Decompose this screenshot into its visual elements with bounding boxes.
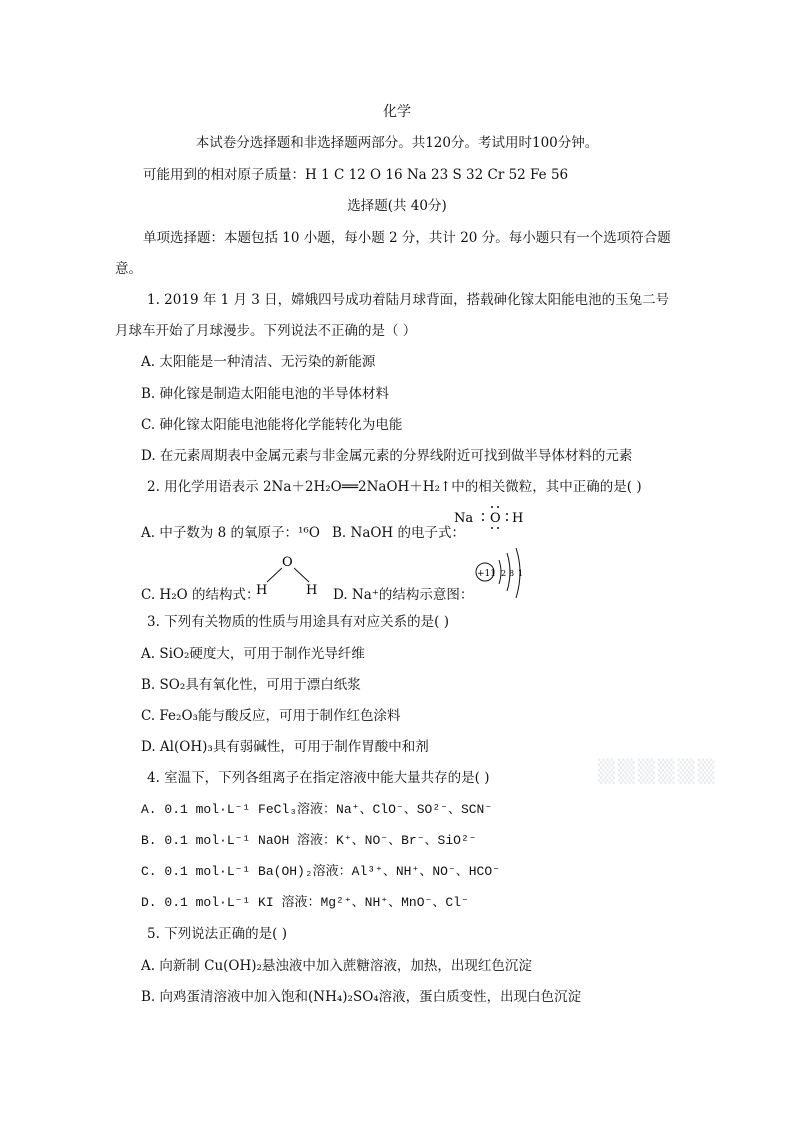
shell-1-count: 2: [501, 569, 507, 578]
atomic-masses: 可能用到的相对原子质量：H 1 C 12 O 16 Na 23 S 32 Cr 52 Fe 56: [143, 167, 569, 183]
q4-option-b: B. 0.1 mol·L⁻¹ NaOH 溶液：K⁺、NO⁻、Br⁻、SiO²⁻: [141, 833, 477, 848]
q4-option-a: A. 0.1 mol·L⁻¹ FeCl₃溶液：Na⁺、ClO⁻、SO²⁻、SCN⁻: [141, 802, 493, 817]
electron-formula-o: O: [490, 511, 501, 526]
shell-2-count: 8: [509, 569, 515, 578]
water-structural-formula: [252, 552, 324, 600]
q5-option-b: B. 向鸡蛋清溶液中加入饱和(NH₄)₂SO₄溶液，蛋白质变性，出现白色沉淀: [141, 989, 582, 1005]
q1-option-c: C. 砷化镓太阳能电池能将化学能转化为电能: [141, 417, 403, 433]
q3-option-c: C. Fe₂O₃能与酸反应，可用于制作红色涂料: [141, 708, 401, 724]
nucleus-charge: +11: [477, 569, 496, 579]
oxygen-isotope-symbol: ¹⁶O: [298, 525, 320, 541]
q2-option-b: B. NaOH 的电子式：: [332, 525, 465, 541]
q1-option-a: A. 太阳能是一种清洁、无污染的新能源: [141, 354, 376, 370]
structural-o: O: [282, 555, 293, 570]
q3-option-a: A. SiO₂硬度大，可用于制作光导纤维: [141, 646, 365, 662]
shell-3-count: 1: [518, 569, 524, 578]
q1-stem-line-1: 1. 2019 年 1 月 3 日，嫦娥四号成功着陆月球背面，搭载砷化镓太阳能电池的玉兔二号: [147, 292, 670, 308]
q2-option-a: [141, 524, 320, 542]
naoh-electron-formula: [452, 504, 532, 534]
structural-h-left: H: [256, 583, 268, 598]
q1-option-b: B. 砷化镓是制造太阳能电池的半导体材料: [141, 386, 390, 402]
page-title: 化学: [383, 104, 411, 120]
instruction-line-2: 意。: [115, 261, 142, 277]
q2-option-a-label: A. 中子数为 8 的氧原子：: [141, 525, 299, 541]
exam-intro: 本试卷分选择题和非选择题两部分。共120分。考试用时100分钟。: [195, 135, 599, 151]
q5-option-a: A. 向新制 Cu(OH)₂悬浊液中加入蔗糖溶液，加热，出现红色沉淀: [141, 958, 532, 974]
structural-h-right: H: [306, 583, 318, 598]
section-title: 选择题(共 40分): [347, 198, 447, 214]
q2-option-d: D. Na⁺的结构示意图：: [333, 587, 474, 603]
q3-option-b: B. SO₂具有氧化性，可用于漂白纸浆: [141, 677, 361, 693]
q5-stem: 5. 下列说法正确的是( ): [147, 926, 287, 942]
q2-option-c: C. H₂O 的结构式：: [141, 587, 260, 603]
electron-formula-h: H: [512, 511, 524, 526]
instruction-line-1: 单项选择题：本题包括 10 小题，每小题 2 分，共计 20 分。每小题只有一个选项符合题: [143, 230, 671, 246]
q4-stem: 4. 室温下，下列各组离子在指定溶液中能大量共存的是( ): [147, 770, 490, 786]
q3-option-d: D. Al(OH)₃具有弱碱性，可用于制作胃酸中和剂: [141, 739, 429, 755]
q1-stem-line-2: 月球车开始了月球漫步。下列说法不正确的是（ ）: [115, 323, 417, 339]
q3-stem: 3. 下列有关物质的性质与用途具有对应关系的是( ): [147, 614, 449, 630]
q4-option-d: D. 0.1 mol·L⁻¹ KI 溶液：Mg²⁺、NH⁺、MnO⁻、Cl⁻: [141, 895, 469, 910]
watermark: ▒▒▒▒▒▒: [598, 760, 718, 785]
q2-stem: 2. 用化学用语表示 2Na＋2H₂O══2NaOH＋H₂↑中的相关微粒，其中正确的是( ): [147, 479, 642, 495]
sodium-ion-diagram: [472, 546, 532, 604]
q1-option-d: D. 在元素周期表中金属元素与非金属元素的分界线附近可找到做半导体材料的元素: [141, 448, 633, 464]
electron-formula-na: Na: [454, 511, 474, 526]
q4-option-c: C. 0.1 mol·L⁻¹ Ba(OH)₂溶液：Al³⁺、NH⁺、NO⁻、HCO⁻: [141, 864, 500, 879]
